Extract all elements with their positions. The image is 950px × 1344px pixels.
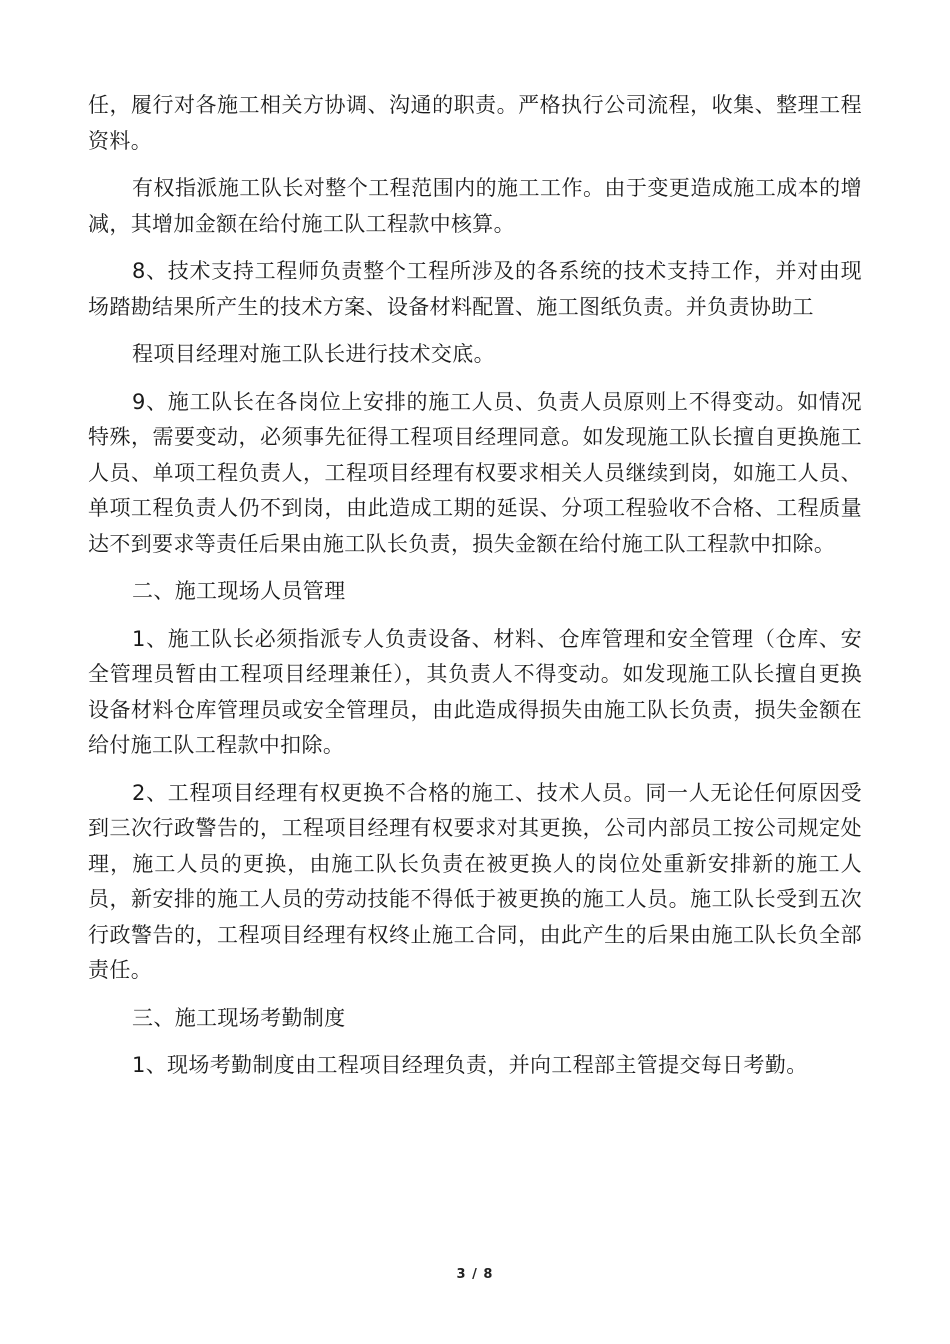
- paragraph-3: 8、技术支持工程师负责整个工程所涉及的各系统的技术支持工作，并对由现场踏勘结果所产生的技术方案、设备材料配置、施工图纸负责。并负责协助工: [88, 259, 862, 319]
- paragraph-2: 有权指派施工队长对整个工程范围内的施工工作。由于变更造成施工成本的增减，其增加金额在给付施工队工程款中核算。: [88, 176, 862, 236]
- section-heading-3: 三、施工现场考勤制度: [132, 1005, 346, 1030]
- document-body: [88, 88, 862, 1096]
- paragraph-6: 1、施工队长必须指派专人负责设备、材料、仓库管理和安全管理（仓库、安全管理员暂由工程项目经理兼任），其负责人不得变动。如发现施工队长擅自更换设备材料仓库管理员或安全管理员，由此造成得损失由施工队长负责，损失金额在给付施工队工程款中扣除。: [88, 626, 862, 757]
- paragraph-1: 任，履行对各施工相关方协调、沟通的职责。严格执行公司流程，收集、整理工程资料。: [88, 93, 862, 153]
- paragraph-4: 程项目经理对施工队长进行技术交底。: [132, 342, 495, 366]
- paragraph-5: 9、施工队长在各岗位上安排的施工人员、负责人员原则上不得变动。如情况特殊，需要变动，必须事先征得工程项目经理同意。如发现施工队长擅自更换施工人员、单项工程负责人，工程项目经理有权要求相关人员继续到岗，如施工人员、单项工程负责人仍不到岗，由此造成工期的延误、分项工程验收不合格、工程质量达不到要求等责任后果由施工队长负责，损失金额在给付施工队工程款中扣除。: [88, 389, 862, 556]
- section-heading-2: 二、施工现场人员管理: [132, 579, 346, 603]
- paragraph-7: 2、工程项目经理有权更换不合格的施工、技术人员。同一人无论任何原因受到三次行政警告的，工程项目经理有权要求对其更换，公司内部员工按公司规定处理，施工人员的更换，由施工队长负责在被更换人的岗位处重新安排新的施工人员，新安排的施工人员的劳动技能不得低于被更换的施工人员。施工队长受到五次行政警告的，工程项目经理有权终止施工合同，由此产生的后果由施工队长负全部责任。: [88, 780, 862, 982]
- paragraph-8: 1、现场考勤制度由工程项目经理负责，并向工程部主管提交每日考勤。: [132, 1053, 808, 1077]
- page-number: 3 / 8: [456, 1267, 494, 1282]
